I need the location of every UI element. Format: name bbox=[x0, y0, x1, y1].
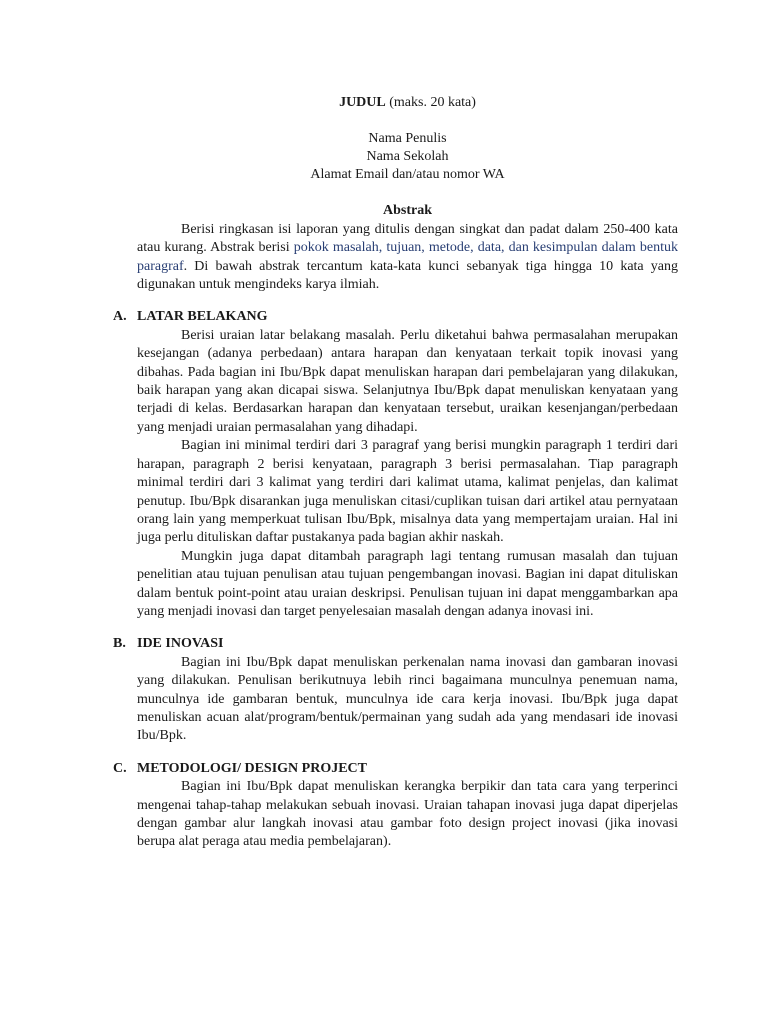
abstract-text-part1: Berisi ringkasan isi laporan yang ditulis dengan singkat dan padat dalam 250-400 kata atau kurang. Abstrak berisi bbox=[137, 221, 678, 256]
paragraph: Bagian ini Ibu/Bpk dapat menuliskan kerangka berpikir dan tata cara yang terperinci mengenai tahap-tahap melakukan sebuah inovasi. Uraian tahapan inovasi juga dapat diperjelas dengan gambar alur langkah inovasi atau gambar foto design project inovasi (jika inovasi berupa alat peraga atau media pembelajaran). bbox=[137, 779, 678, 850]
school-name: Nama Sekolah bbox=[366, 149, 449, 165]
section-ide-inovasi bbox=[113, 635, 678, 745]
paragraph: Mungkin juga dapat ditambah paragraph lagi tentang rumusan masalah dan tujuan penelitian atau tujuan penulisan atau tujuan pengembangan inovasi. Bagian ini dapat dituliskan dalam bentuk point-point atau uraian deskripsi. Penulisan tujuan ini dapat menggambarkan apa yang menjadi inovasi dan target penyelesaian masalah dengan adanya inovasi ini. bbox=[137, 548, 678, 619]
title-note: (maks. 20 kata) bbox=[385, 95, 476, 110]
section-letter: C. bbox=[113, 760, 127, 776]
author-name: Nama Penulis bbox=[368, 131, 447, 147]
paragraph: Bagian ini Ibu/Bpk dapat menuliskan perkenalan nama inovasi dan gambaran inovasi yang dilakukan. Penulisan berikutnuya lebih rinci bagaimana munculnya penemuan nama, munculnya ide gambaran bentuk, munculnya ide cara kerja inovasi. Ibu/Bpk juga dapat menuliskan acuan alat/program/bentuk/permainan yang sudah ada yang mendasari ide inovasi Ibu/Bpk. bbox=[137, 654, 678, 744]
abstract-text bbox=[137, 221, 678, 295]
section-title: LATAR BELAKANG bbox=[137, 309, 268, 325]
section-title: METODOLOGI/ DESIGN PROJECT bbox=[137, 760, 368, 776]
author-block bbox=[137, 130, 678, 184]
section-letter: A. bbox=[113, 309, 127, 325]
paragraph: Berisi uraian latar belakang masalah. Perlu diketahui bahwa permasalahan merupakan kesejangan (adanya perbedaan) antara harapan dan kenyataan terkait topik inovasi yang dibahas. Pada bagian ini Ibu/Bpk dapat menuliskan harapan dari pembelajaran yang dilakukan, baik harapan yang akan dicapai siswa. Selanjutnya Ibu/Bpk dapat menuliskan kenyataan yang terjadi di kelas. Berdasarkan harapan dan kenyataan tersebut, uraikan kesenjangan/perbedaan yang menjadi uraian permasalahan yang dihadapi. bbox=[137, 327, 678, 435]
section-letter: B. bbox=[113, 636, 126, 652]
section-latar-belakang bbox=[113, 308, 678, 621]
abstract-text-part2: . Di bawah abstrak tercantum kata-kata kunci sebanyak tiga hingga 10 kata yang digunakan untuk mengindeks karya ilmiah. bbox=[137, 258, 678, 293]
abstract-highlight: pokok masalah, tujuan, metode, data, dan kesimpulan dalam bentuk paragraf bbox=[137, 240, 678, 274]
section-metodologi bbox=[113, 760, 678, 852]
title-bold: JUDUL bbox=[339, 95, 386, 110]
document-title bbox=[137, 94, 678, 112]
section-title: IDE INOVASI bbox=[137, 636, 224, 652]
paragraph: Bagian ini minimal terdiri dari 3 paragraf yang berisi mungkin paragraph 1 terdiri dari harapan, paragraph 2 berisi kenyataan, paragraph 3 berisi permasalahan. Tiap paragraph minimal terdiri dari 3 kalimat yang terdiri dari kalimat utama, kalimat penjelas, dan kalimat penutup. Ibu/Bpk disarankan juga menuliskan citasi/cuplikan tuisan dari artikel atau pernyataan orang lain yang memperkuat tulisan Ibu/Bpk, misalnya data yang mempertajam uraian. Hal ini juga perlu dituliskan daftar pustakanya pada bagian akhir naskah. bbox=[137, 438, 678, 546]
abstract-heading: Abstrak bbox=[382, 203, 432, 219]
section-heading bbox=[113, 635, 678, 653]
contact-info: Alamat Email dan/atau nomor WA bbox=[310, 167, 505, 183]
section-heading bbox=[113, 760, 678, 778]
section-heading bbox=[113, 308, 678, 326]
